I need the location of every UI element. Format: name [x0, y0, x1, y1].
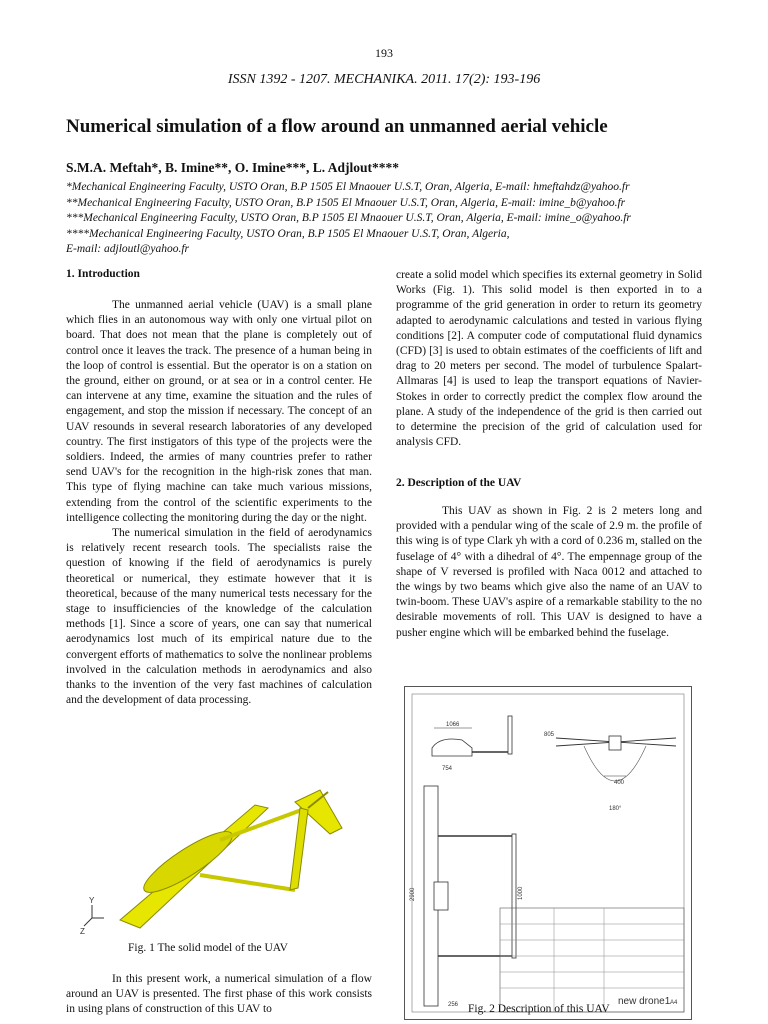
dim-front-label: 400	[614, 780, 625, 786]
affiliation-1: *Mechanical Engineering Faculty, USTO Oran, B.P 1505 El Mnaouer U.S.T, Oran, Algeria, E-mail: hmeftahdz@yahoo.fr	[66, 181, 630, 193]
sheet-size: A4	[670, 1000, 678, 1006]
intro-paragraph-3: In this present work, a numerical simulation of a flow around an UAV is presented. The first phase of this work consists in using plans of construction of this UAV to	[66, 973, 372, 1016]
dim-length-label: 1000	[518, 886, 524, 900]
paper-title: Numerical simulation of a flow around an unmanned aerial vehicle	[66, 116, 608, 137]
affiliation-4-email: E-mail: adjloutl@yahoo.fr	[66, 243, 190, 255]
intro-paragraph-continued: create a solid model which specifies its external geometry in Solid Works (Fig. 1). This solid model is then exported in to a programme of the grid generation in order to return its geometry adapted to aerodynamic calculations and tested in various flying conditions [2]. A computer code of computational fluid dynamics (CFD) [3] is used to obtain estimates of the coefficients of lift and drag to 20 meters per second. The model of turbulence Spalart-Allmaras [4] is used to leap the transport equations of Navier-Stokes in order to correctly predict the complex flow around the plane. A study of the independence of the grid is then carried out to determine the precision of the grid of calculation used for analysis CFD.	[396, 269, 702, 449]
axis-y-label: Y	[89, 896, 95, 905]
right-column	[396, 268, 702, 450]
dim-bottom-label: 256	[448, 1002, 459, 1008]
fig1-uav-solid-model	[80, 750, 370, 940]
journal-issn-header: ISSN 1392 - 1207. MECHANIKA. 2011. 17(2): 193-196	[227, 72, 541, 87]
fig2-caption: Fig. 2 Description of this UAV	[468, 1003, 610, 1015]
drawing-name: new drone1	[618, 996, 671, 1007]
top-fuselage	[434, 882, 448, 910]
axis-z-line	[84, 918, 92, 926]
dim-side-label: 754	[442, 766, 453, 772]
description-paragraph-1: This UAV as shown in Fig. 2 is 2 meters long and provided with a pendular wing of the scale of 2.9 m. the profile of this wing is of type Clark yh with a cord of 0.236 m, stalled on the fuselage of 4° with a dihedral of 4°. The empennage group of the shape of V reversed is profiled with Naca 0012 and attached to the wings by two beams which give also the name of an UAV to twin-boom. These UAV's aspire of a remarkable stability to the no desirable movements of roll. This UAV is designed to have a pusher engine which will be embarked behind the fuselage.	[396, 505, 702, 639]
uav-fuselage	[137, 823, 238, 901]
dim-top-label: 1066	[446, 722, 460, 728]
dim-span-label: 2900	[410, 887, 416, 901]
affiliation-3: ***Mechanical Engineering Faculty, USTO Oran, B.P 1505 El Mnaouer U.S.T, Oran, Algeria, E-mail: imine_o@yahoo.fr	[66, 212, 631, 224]
page-number: 193	[375, 46, 393, 60]
authors: S.M.A. Meftah*, B. Imine**, O. Imine***, L. Adjlout****	[66, 160, 400, 175]
dim-height-label: 805	[544, 732, 555, 738]
affiliations	[66, 180, 716, 258]
axis-z-label: Z	[80, 927, 85, 936]
uav-boom-lower	[200, 875, 295, 890]
dim-angle-label: 180°	[609, 806, 622, 812]
right-column-description	[396, 504, 702, 641]
top-tail	[512, 834, 516, 958]
left-column	[66, 298, 372, 708]
description-heading: 2. Description of the UAV	[396, 477, 522, 489]
introduction-heading: 1. Introduction	[66, 268, 140, 280]
uav-tail-left	[290, 808, 308, 890]
fig2-uav-technical-drawing	[404, 686, 692, 1020]
affiliation-2: **Mechanical Engineering Faculty, USTO Oran, B.P 1505 El Mnaouer U.S.T, Oran, Algeria, E-mail: imine_b@yahoo.fr	[66, 196, 626, 209]
intro-paragraph-1: The unmanned aerial vehicle (UAV) is a small plane which flies in an autonomous way with only one virtual pilot on board. That does not mean that the plane is completely out of control once it leaves the track. The presence of a human being in the loop of control is essential. But the operator is on a station on the ground, either on ground, or at sea or in a control center. He can intervene at any time, examine the situation and the rules of engagement, and stop the mission if necessary. The concept of an UAV resounds in several research laboratories of any developed country. The first instigators of this type of the projects were the soldiers. Indeed, the armies of many countries prefer to rather send UAV's for the recognition in the high-risk zones that man. This type of flying machine can take much various missions, extending from the control of the scientific experiments to the intelligence collecting the monitoring during the day or the night.	[66, 299, 372, 524]
side-tail	[508, 716, 512, 754]
fig1-caption: Fig. 1 The solid model of the UAV	[128, 942, 288, 954]
affiliation-4: ****Mechanical Engineering Faculty, USTO Oran, B.P 1505 El Mnaouer U.S.T, Oran, Algeria,	[66, 227, 510, 240]
intro-paragraph-2: The numerical simulation in the field of aerodynamics is relatively recent research tools. The specialists raise the question of knowing if the field of aerodynamics is purely theoretical or numerical, they estimate however that it is theoretical, because of the many numerical tests necessary for the stage to insufficiencies of the knowledge of the calculation methods [1]. Since a score of years, one can say that numerical aerodynamics lost much of its empirical nature due to the convergent efforts of mathematics to solve the nonlinear problems involved in the calculation methods in aerodynamics and also thanks to the invention of the very fast machines of calculation and the development of data processing.	[66, 527, 372, 707]
left-column-continued	[66, 972, 372, 1018]
front-fuselage	[609, 736, 621, 750]
